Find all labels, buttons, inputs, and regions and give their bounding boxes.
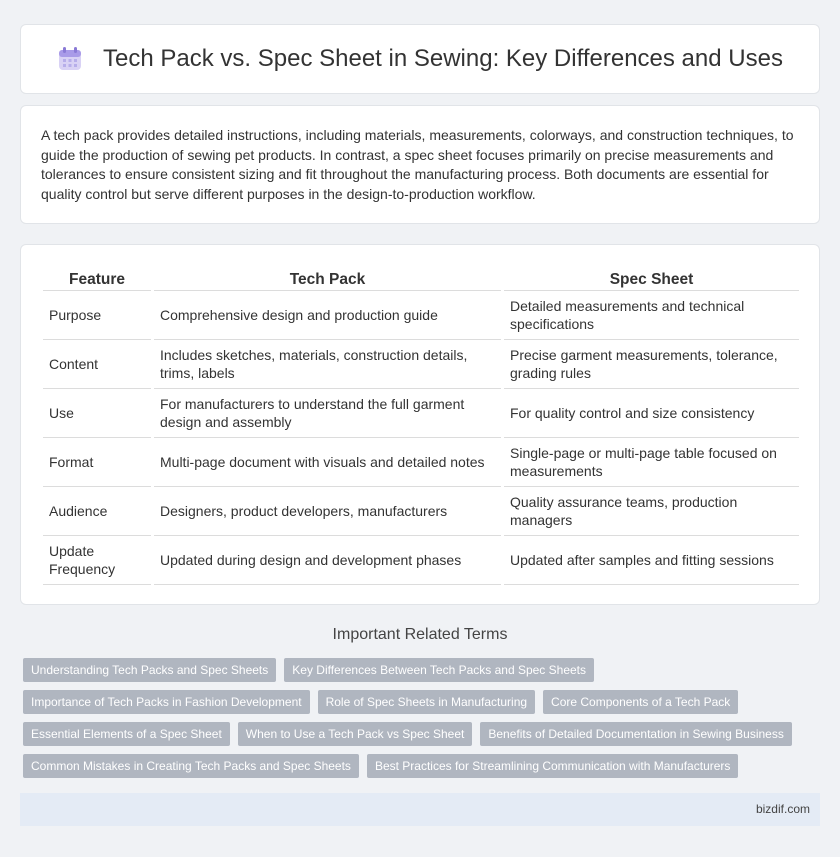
cell-feature: Audience [43,487,151,536]
related-terms-title: Important Related Terms [332,626,508,643]
cell-tech-pack: Comprehensive design and production guide [154,291,501,340]
related-term-tag[interactable]: Key Differences Between Tech Packs and Spec Sheets [284,658,594,682]
cell-tech-pack: Updated during design and development phases [154,536,501,585]
cell-feature: Use [43,389,151,438]
related-term-tag[interactable]: Understanding Tech Packs and Spec Sheets [23,658,276,682]
calendar-icon [57,46,83,72]
related-term-tag[interactable]: Core Components of a Tech Pack [543,690,738,714]
cell-spec-sheet: Updated after samples and fitting sessions [504,536,799,585]
header-tech-pack: Tech Pack [154,267,501,291]
cell-tech-pack: Designers, product developers, manufacturers [154,487,501,536]
tag-row [23,658,823,682]
related-terms-tags [23,658,823,786]
table-row [43,438,799,487]
comparison-table-card [20,244,820,605]
related-term-tag[interactable]: Best Practices for Streamlining Communication with Manufacturers [367,754,738,778]
related-term-tag[interactable]: Importance of Tech Packs in Fashion Development [23,690,310,714]
related-term-tag[interactable]: When to Use a Tech Pack vs Spec Sheet [238,722,473,746]
table-row [43,291,799,340]
cell-feature: Format [43,438,151,487]
tag-row [23,754,823,778]
intro-card [20,105,820,224]
cell-feature: Content [43,340,151,389]
intro-text: A tech pack provides detailed instructions, including materials, measurements, colorways, and construction techniques, to guide the production of sewing pet products. In contrast, a spec sheet focuses primarily on precise measurements and tolerances to ensure consistent sizing and fit throughout the manufacturing process. Both documents are essential for quality control but serve different purposes in the design-to-production workflow. [41,127,794,202]
footer-site-link[interactable]: bizdif.com [755,802,810,816]
related-term-tag[interactable]: Role of Spec Sheets in Manufacturing [318,690,535,714]
cell-spec-sheet: For quality control and size consistency [504,389,799,438]
cell-tech-pack: Includes sketches, materials, construction details, trims, labels [154,340,501,389]
related-term-tag[interactable]: Benefits of Detailed Documentation in Sewing Business [480,722,792,746]
cell-tech-pack: For manufacturers to understand the full garment design and assembly [154,389,501,438]
header-feature: Feature [43,267,151,291]
page-title: Tech Pack vs. Spec Sheet in Sewing: Key Differences and Uses [103,45,783,72]
footer [20,793,820,826]
tag-row [23,690,823,714]
cell-feature: Update Frequency [43,536,151,585]
title-card [20,24,820,94]
comparison-table [43,267,799,585]
cell-spec-sheet: Detailed measurements and technical specifications [504,291,799,340]
tag-row [23,722,823,746]
related-term-tag[interactable]: Essential Elements of a Spec Sheet [23,722,230,746]
table-row [43,389,799,438]
cell-spec-sheet: Quality assurance teams, production managers [504,487,799,536]
cell-spec-sheet: Precise garment measurements, tolerance, grading rules [504,340,799,389]
table-row [43,340,799,389]
table-row [43,536,799,585]
cell-spec-sheet: Single-page or multi-page table focused on measurements [504,438,799,487]
related-term-tag[interactable]: Common Mistakes in Creating Tech Packs and Spec Sheets [23,754,359,778]
header-spec-sheet: Spec Sheet [504,267,799,291]
table-row [43,487,799,536]
cell-feature: Purpose [43,291,151,340]
cell-tech-pack: Multi-page document with visuals and detailed notes [154,438,501,487]
table-header-row [43,267,799,291]
